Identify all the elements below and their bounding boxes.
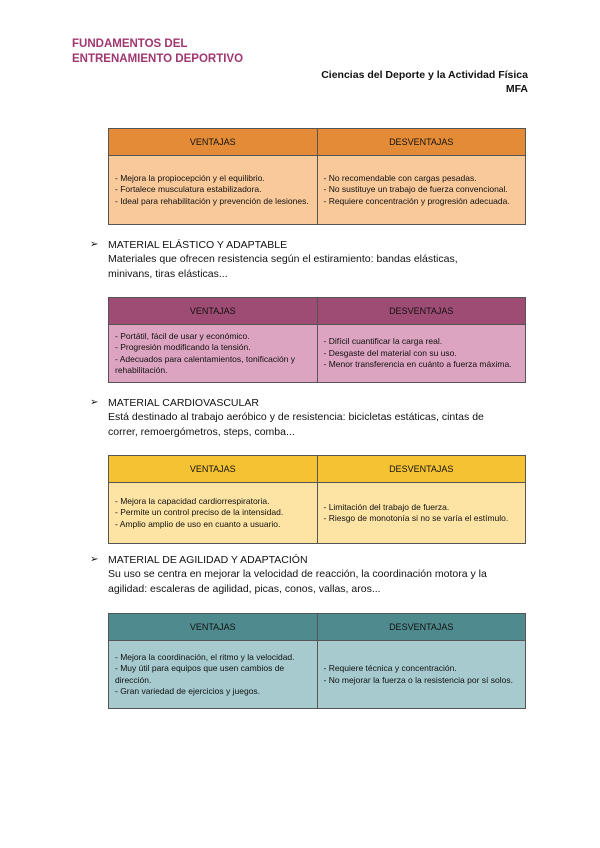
ventajas-cell	[109, 483, 318, 544]
section-heading: MATERIAL ELÁSTICO Y ADAPTABLE	[108, 239, 288, 251]
list-item: - Desgaste del material con su uso.	[323, 347, 457, 358]
list-item: - Fortalece musculatura estabilizadora.	[115, 184, 262, 195]
list-item: - Mejora la propiocepción y el equilibrio.	[115, 172, 265, 183]
course-code: MFA	[505, 83, 528, 95]
section-heading: MATERIAL CARDIOVASCULAR	[108, 397, 259, 409]
comparison-table-4	[108, 613, 526, 709]
course-name: Ciencias del Deporte y la Actividad Física	[321, 69, 528, 81]
section-material-elastico	[90, 238, 530, 282]
list-item: - Riesgo de monotonía si no se varía el estímulo.	[323, 513, 509, 523]
ventajas-header: VENTAJAS	[109, 129, 318, 156]
desventajas-cell	[317, 156, 526, 225]
desventajas-header: DESVENTAJAS	[317, 129, 526, 156]
list-item: - Ideal para rehabilitación y prevención de lesiones.	[115, 195, 309, 206]
list-item: - Portátil, fácil de usar y económico.	[115, 330, 250, 341]
list-item: - Difícil cuantificar la carga real.	[323, 336, 443, 347]
list-item: - No recomendable con cargas pesadas.	[323, 172, 477, 183]
section-heading: MATERIAL DE AGILIDAD Y ADAPTACIÓN	[108, 554, 308, 566]
list-item: - Mejora la capacidad cardiorrespiratoria.	[115, 495, 270, 506]
ventajas-cell	[109, 641, 318, 709]
course-info	[321, 68, 528, 96]
arrow-bullet-icon: ➢	[90, 239, 99, 250]
comparison-table-3	[108, 455, 526, 544]
section-material-agilidad	[90, 553, 530, 597]
section-description: Su uso se centra en mejorar la velocidad de reacción, la coordinación motora y la agilidad: escaleras de agilidad, picas, conos, vallas, aros...	[108, 568, 487, 595]
ventajas-cell	[109, 325, 318, 383]
desventajas-cell	[317, 325, 526, 383]
desventajas-cell	[317, 641, 526, 709]
ventajas-header: VENTAJAS	[109, 456, 318, 483]
ventajas-cell	[109, 156, 318, 225]
section-material-cardiovascular	[90, 396, 530, 440]
arrow-bullet-icon: ➢	[90, 554, 99, 565]
list-item: - Adecuados para calentamientos, tonificación y rehabilitación.	[115, 353, 296, 375]
list-item: - Gran variedad de ejercicios y juegos.	[115, 686, 261, 696]
list-item: - Progresión modificando la tensión.	[115, 342, 251, 352]
comparison-table-1	[108, 128, 526, 225]
section-description: Está destinado al trabajo aeróbico y de resistencia: bicicletas estáticas, cintas de correr, remoergómetros, steps, comba...	[108, 411, 484, 438]
list-item: - Limitación del trabajo de fuerza.	[323, 501, 450, 512]
list-item: - No sustituye un trabajo de fuerza convencional.	[323, 184, 508, 195]
list-item: - No mejorar la fuerza o la resistencia por sí solos.	[323, 674, 513, 685]
section-description: Materiales que ofrecen resistencia según el estiramiento: bandas elásticas, minivans, tiras elásticas...	[108, 253, 458, 280]
ventajas-header: VENTAJAS	[109, 614, 318, 641]
title-line-2: ENTRENAMIENTO DEPORTIVO	[72, 53, 244, 65]
desventajas-header: DESVENTAJAS	[317, 614, 526, 641]
arrow-bullet-icon: ➢	[90, 397, 99, 408]
comparison-table-2	[108, 297, 526, 383]
desventajas-header: DESVENTAJAS	[317, 456, 526, 483]
ventajas-header: VENTAJAS	[109, 298, 318, 325]
list-item: - Amplio amplio de uso en cuanto a usuario.	[115, 518, 281, 529]
list-item: - Requiere concentración y progresión adecuada.	[323, 195, 510, 206]
list-item: - Requiere técnica y concentración.	[323, 663, 457, 673]
list-item: - Mejora la coordinación, el ritmo y la velocidad.	[115, 651, 295, 662]
title-line-1: FUNDAMENTOS DEL	[72, 38, 188, 50]
document-title	[72, 37, 243, 67]
desventajas-cell	[317, 483, 526, 544]
list-item: - Permite un control preciso de la intensidad.	[115, 507, 284, 518]
list-item: - Menor transferencia en cuánto a fuerza máxima.	[323, 359, 512, 370]
desventajas-header: DESVENTAJAS	[317, 298, 526, 325]
list-item: - Muy útil para equipos que usen cambios de dirección.	[115, 663, 285, 685]
